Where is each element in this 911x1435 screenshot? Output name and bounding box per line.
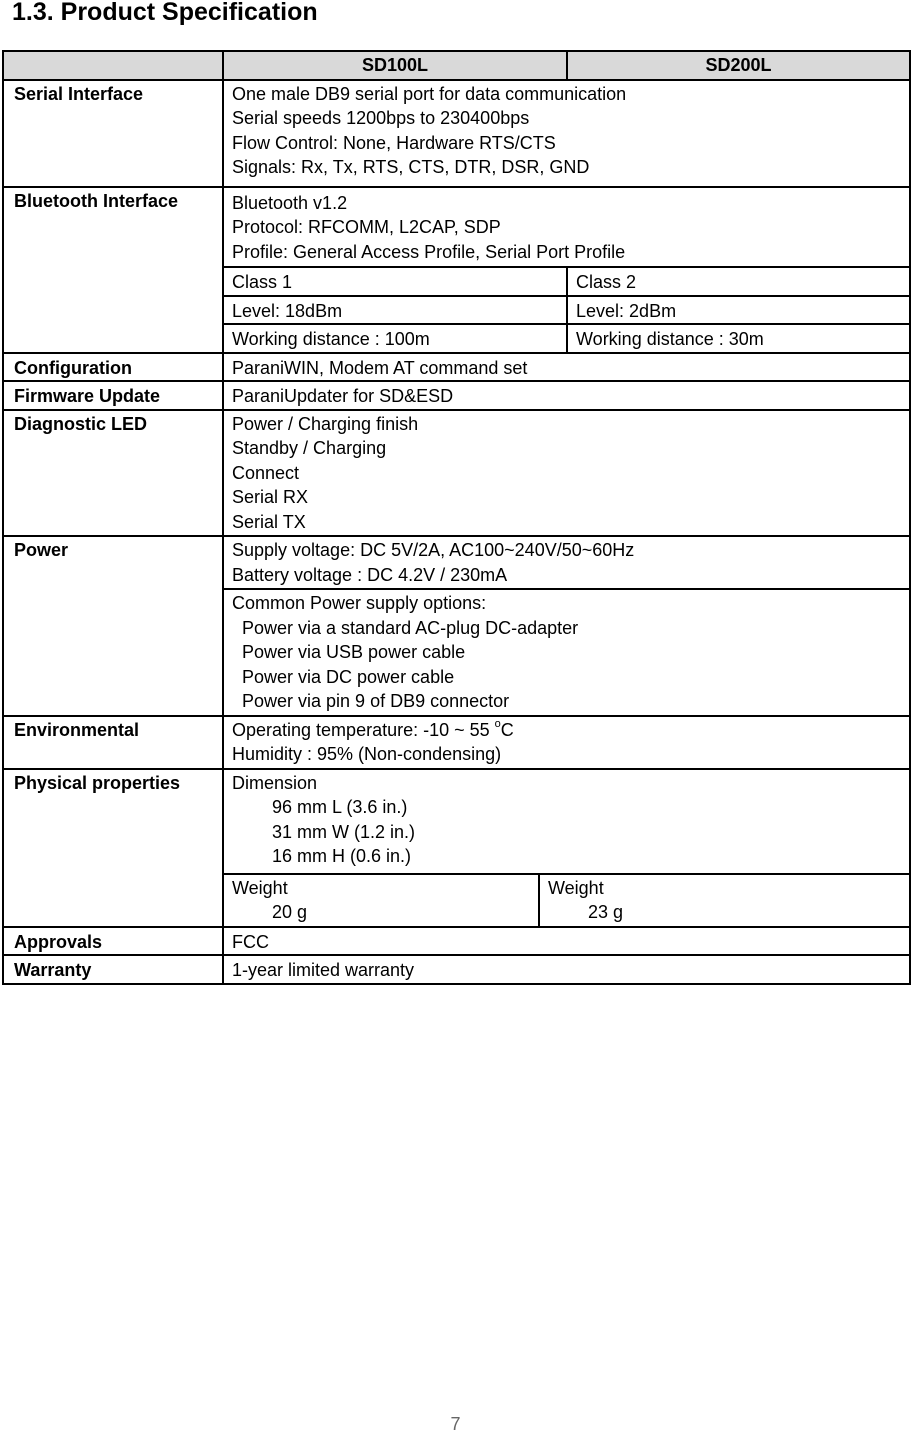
label-physical-properties: Physical properties <box>3 769 223 927</box>
led-line: Connect <box>232 462 300 483</box>
label-warranty: Warranty <box>3 955 223 984</box>
page-number: 7 <box>450 1414 461 1434</box>
weight-value: 23 g <box>588 902 624 922</box>
weight-value: 20 g <box>272 902 308 922</box>
power-options-title: Common Power supply options: <box>232 593 487 613</box>
power-option: Power via a standard AC-plug DC-adapter <box>242 617 579 638</box>
power-option: Power via pin 9 of DB9 connector <box>242 691 510 711</box>
col-header-sd200l: SD200L <box>567 51 910 80</box>
label-power: Power <box>3 536 223 716</box>
dimension-line: 16 mm H (0.6 in.) <box>272 846 412 866</box>
value-bluetooth-common <box>223 187 910 268</box>
value-dimension <box>223 769 910 874</box>
value-warranty: 1-year limited warranty <box>223 955 910 984</box>
weight-title: Weight <box>548 877 604 898</box>
row-serial-interface <box>3 80 910 187</box>
spec-table <box>2 50 911 985</box>
led-line: Serial TX <box>232 511 306 532</box>
label-configuration: Configuration <box>3 353 223 382</box>
value-power-supply <box>223 536 910 589</box>
bluetooth-line: Bluetooth v1.2 <box>232 192 348 213</box>
serial-line: Flow Control: None, Hardware RTS/CTS <box>232 132 556 153</box>
bluetooth-line: Profile: General Access Profile, Serial Port Profile <box>232 241 626 262</box>
weight-sd100l <box>223 874 539 927</box>
value-firmware-update: ParaniUpdater for SD&ESD <box>223 381 910 410</box>
value-diagnostic-led <box>223 410 910 537</box>
serial-line: Signals: Rx, Tx, RTS, CTS, DTR, DSR, GND <box>232 157 590 177</box>
value-environmental <box>223 716 910 769</box>
sd200l-distance: Working distance : 30m <box>567 324 910 353</box>
sd100l-distance: Working distance : 100m <box>223 324 567 353</box>
row-diagnostic-led <box>3 410 910 537</box>
row-approvals <box>3 927 910 956</box>
power-option: Power via USB power cable <box>242 642 466 662</box>
sd100l-class: Class 1 <box>223 267 567 296</box>
row-power-supply <box>3 536 910 589</box>
label-approvals: Approvals <box>3 927 223 956</box>
label-bluetooth-interface: Bluetooth Interface <box>3 187 223 353</box>
value-configuration: ParaniWIN, Modem AT command set <box>223 353 910 382</box>
value-serial-interface <box>223 80 910 187</box>
power-supply-line: Battery voltage : DC 4.2V / 230mA <box>232 564 508 585</box>
row-configuration <box>3 353 910 382</box>
led-line: Standby / Charging <box>232 438 387 458</box>
power-supply-line: Supply voltage: DC 5V/2A, AC100~240V/50~60Hz <box>232 540 635 560</box>
row-firmware-update <box>3 381 910 410</box>
value-power-options <box>223 589 910 716</box>
dimension-line: 31 mm W (1.2 in.) <box>272 821 416 842</box>
label-environmental: Environmental <box>3 716 223 769</box>
serial-line: One male DB9 serial port for data communication <box>232 83 627 104</box>
sd200l-class: Class 2 <box>567 267 910 296</box>
row-physical-dimension <box>3 769 910 874</box>
sd200l-level: Level: 2dBm <box>567 296 910 325</box>
label-serial-interface: Serial Interface <box>3 80 223 187</box>
header-row <box>3 51 910 80</box>
weight-title: Weight <box>232 877 288 898</box>
corner-cell <box>3 51 223 80</box>
temp-text: Operating temperature: -10 ~ 55 <box>232 719 495 740</box>
operating-temperature <box>232 718 901 743</box>
label-diagnostic-led: Diagnostic LED <box>3 410 223 537</box>
dimension-title: Dimension <box>232 772 318 793</box>
value-approvals: FCC <box>223 927 910 956</box>
row-environmental <box>3 716 910 769</box>
label-firmware-update: Firmware Update <box>3 381 223 410</box>
bluetooth-line: Protocol: RFCOMM, L2CAP, SDP <box>232 217 501 237</box>
col-header-sd100l: SD100L <box>223 51 567 80</box>
power-option: Power via DC power cable <box>242 666 455 687</box>
led-line: Power / Charging finish <box>232 413 419 434</box>
row-warranty <box>3 955 910 984</box>
weight-sd200l <box>539 874 910 927</box>
degree-symbol: o <box>494 717 501 730</box>
sd100l-level: Level: 18dBm <box>223 296 567 325</box>
temp-unit: C <box>500 719 514 740</box>
humidity: Humidity : 95% (Non-condensing) <box>232 744 502 764</box>
dimension-line: 96 mm L (3.6 in.) <box>272 797 408 817</box>
section-title: 1.3. Product Specification <box>12 0 318 26</box>
serial-line: Serial speeds 1200bps to 230400bps <box>232 108 530 128</box>
led-line: Serial RX <box>232 487 309 507</box>
row-bluetooth-interface <box>3 187 910 268</box>
